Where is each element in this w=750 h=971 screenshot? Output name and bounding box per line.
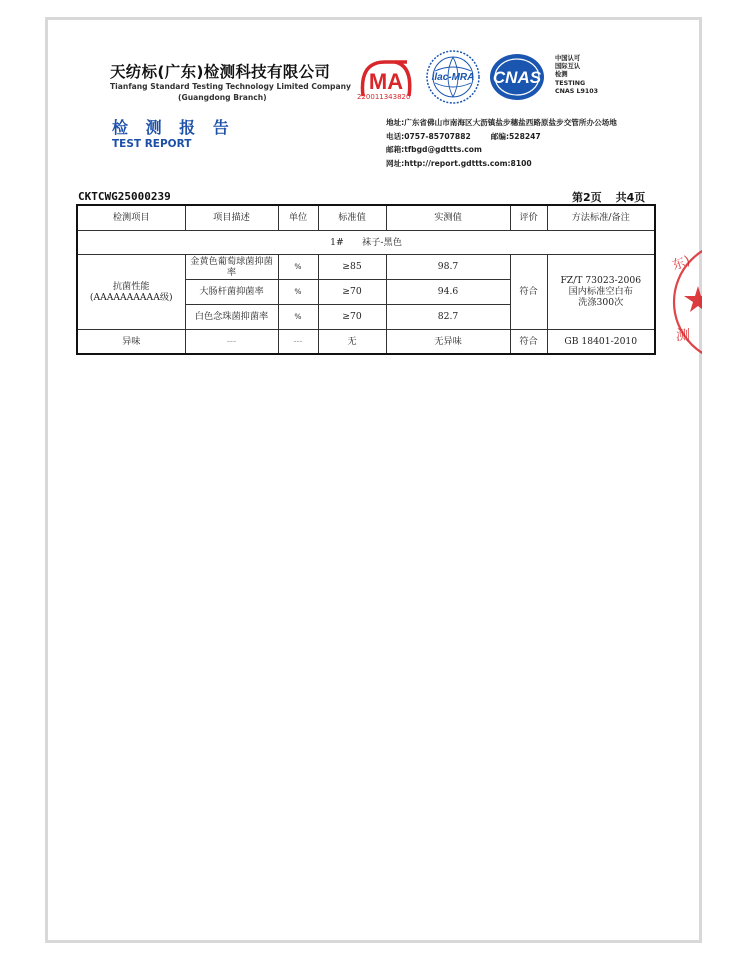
unit-cell: % [278, 304, 318, 329]
website: 网址:http://report.gdttts.com:8100 [386, 158, 532, 168]
phone-postcode [386, 130, 617, 144]
header-cell: 标准值 [318, 205, 386, 230]
table-header-row [77, 205, 655, 230]
sample-label: 1# 袜子-黑色 [77, 230, 655, 254]
header-cell: 检测项目 [77, 205, 185, 230]
desc-cell: 白色念珠菌抑菌率 [185, 304, 278, 329]
sample-row [77, 230, 655, 254]
evaluation-cell: 符合 [510, 329, 547, 354]
item-antibacterial-grade: (AAAAAAAAAA级) [89, 291, 173, 303]
address: 地址:广东省佛山市南海区大沥镇盐步穗盐西路原盐步交管所办公场地 [386, 118, 617, 127]
header-cell: 项目描述 [185, 205, 278, 230]
desc-cell: 大肠杆菌抑菌率 [185, 279, 278, 304]
desc-cell: 金黄色葡萄球菌抑菌率 [185, 254, 278, 279]
item-odor: 异味 [77, 329, 185, 354]
evaluation-cell: 符合 [510, 254, 547, 329]
contact-info [386, 116, 617, 170]
page-number: 第2页 [572, 191, 602, 204]
header-cell: 评价 [510, 205, 547, 230]
seal-stamp [668, 236, 702, 368]
table-row [77, 254, 655, 279]
cma-logo-text: MA [368, 69, 404, 94]
standard-cell: 无 [318, 329, 386, 354]
ilac-mra-logo-text: ilac-MRA [431, 72, 475, 83]
header-cell: 实测值 [386, 205, 510, 230]
unit-cell: % [278, 254, 318, 279]
email: 邮箱:tfbgd@gdttts.com [386, 145, 482, 154]
page-indicator [572, 189, 645, 205]
measured-cell: 94.6 [386, 279, 510, 304]
report-number: CKTCWG25000239 [78, 190, 171, 203]
cnas-logo [488, 52, 546, 102]
measured-cell: 无异味 [386, 329, 510, 354]
stamp-text-top: 东) [670, 253, 693, 274]
results-table [76, 204, 656, 355]
company-name-en: Tianfang Standard Testing Technology Limited Company [110, 82, 351, 91]
item-antibacterial [77, 254, 185, 329]
method-cell: FZ/T 73023-2006 国内标准空白布 洗涤300次 [547, 254, 655, 329]
standard-cell: ≥70 [318, 279, 386, 304]
standard-cell: ≥70 [318, 304, 386, 329]
standard-cell: ≥85 [318, 254, 386, 279]
ilac-mra-logo [425, 49, 481, 105]
report-title-cn: 检 测 报 告 [112, 118, 235, 137]
stamp-text-bottom: 测 [676, 328, 690, 344]
cma-code: 220011343820 [357, 93, 411, 101]
header-cell: 单位 [278, 205, 318, 230]
unit-cell: % [278, 279, 318, 304]
cnas-logo-text: CNAS [492, 68, 542, 87]
header-cell: 方法标准/备注 [547, 205, 655, 230]
cnas-accreditation-text: 中国认可 国际互认 检测 TESTING CNAS L9103 [555, 55, 599, 95]
item-antibacterial-name: 抗菌性能 [112, 280, 150, 292]
table-row [77, 329, 655, 354]
measured-cell: 82.7 [386, 304, 510, 329]
page-total: 共4页 [615, 191, 646, 204]
method-cell: GB 18401-2010 [547, 329, 655, 354]
unit-cell: --- [278, 329, 318, 354]
company-name-cn: 天纺标(广东)检测科技有限公司 [110, 63, 331, 81]
phone: 电话:0757-85707882 [386, 131, 471, 141]
report-title-en: TEST REPORT [112, 138, 192, 150]
measured-cell: 98.7 [386, 254, 510, 279]
desc-cell: --- [185, 329, 278, 354]
company-branch: (Guangdong Branch) [178, 93, 267, 102]
postcode: 邮编:528247 [490, 131, 541, 141]
